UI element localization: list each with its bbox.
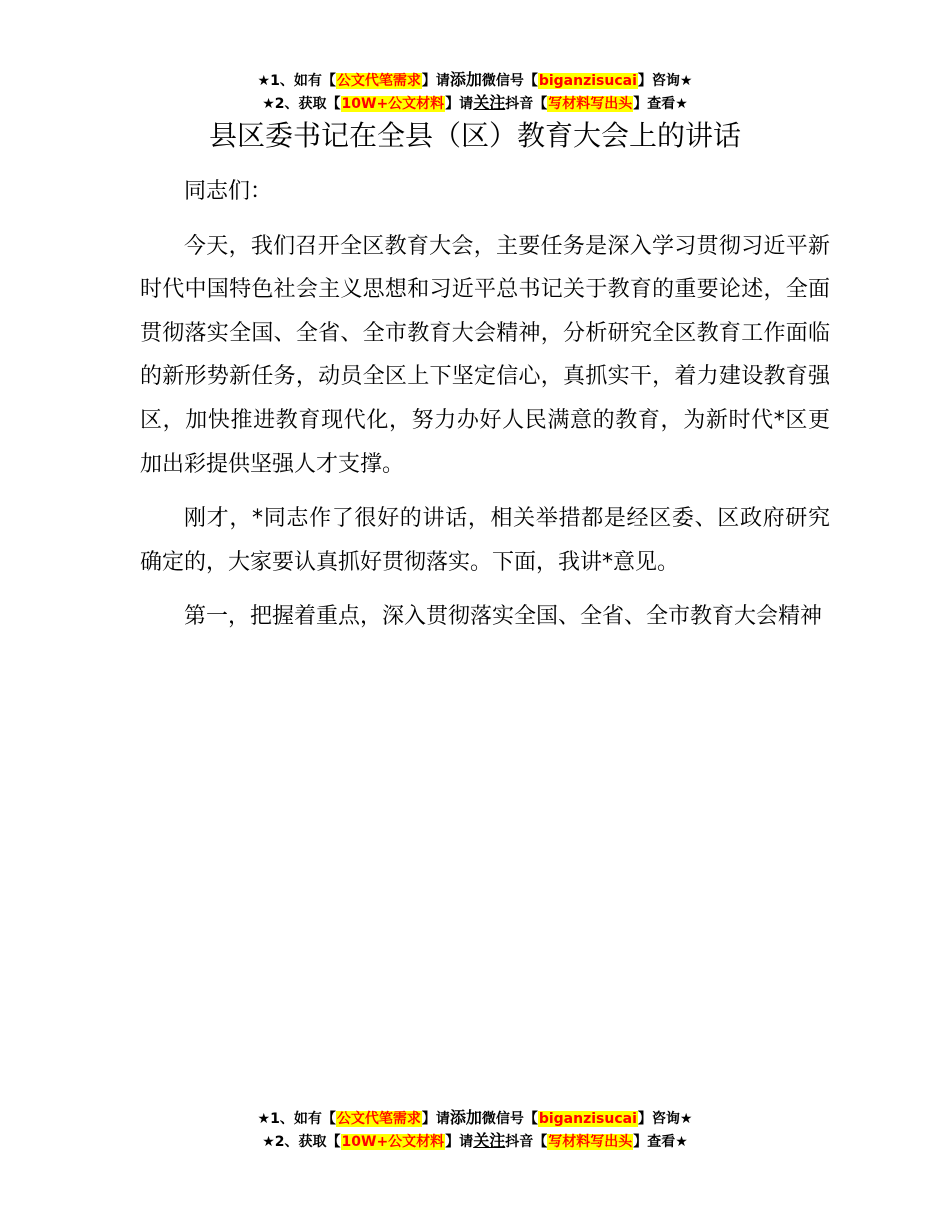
footer-line2-mid1: 】请 <box>445 1134 474 1150</box>
header-banner-line-1 <box>0 68 950 91</box>
footer-line1-suffix: 】咨询★ <box>637 1111 693 1127</box>
header-line2-suffix: 】查看★ <box>633 96 688 112</box>
document-title: 县区委书记在全县（区）教育大会上的讲话 <box>208 119 741 152</box>
header-line1-highlight-service: 公文代笔需求 <box>336 73 421 89</box>
footer-line2-highlight-materials: 10W+公文材料 <box>341 1134 445 1150</box>
paragraph-1: 今天，我们召开全区教育大会，主要任务是深入学习贯彻习近平新时代中国特色社会主义思想和习近平总书记关于教育的重要论述，全面贯彻落实全国、全省、全市教育大会精神，分析研究全区教育工作面临的新形势新任务，动员全区上下坚定信心，真抓实干，着力建设教育强区，加快推进教育现代化，努力办好人民满意的教育，为新时代*区更加出彩提供坚强人才支撑。 <box>140 233 830 477</box>
header-line2-highlight-account: 写材料写出头 <box>548 96 633 112</box>
header-line1-emph-add: 添加 <box>449 70 482 89</box>
footer-line2-emph-follow: 关注 <box>473 1131 506 1150</box>
footer-line1-mid1: 】请 <box>421 1111 450 1127</box>
header-line2-mid2: 抖音【 <box>505 96 548 112</box>
footer-line1-emph-add: 添加 <box>449 1108 482 1127</box>
header-line1-suffix: 】咨询★ <box>637 73 693 89</box>
document-body <box>140 170 830 639</box>
header-line1-mid1: 】请 <box>421 73 450 89</box>
paragraph-2: 刚才，*同志作了很好的讲话，相关举措都是经区委、区政府研究确定的，大家要认真抓好贯彻落实。下面，我讲*意见。 <box>140 506 830 575</box>
footer-line1-highlight-wechat-id: biganzisucai <box>538 1111 637 1127</box>
header-line2-mid1: 】请 <box>445 96 474 112</box>
header-line1-mid2: 微信号【 <box>481 73 538 89</box>
header-line2-prefix: ★2、获取【 <box>262 96 341 112</box>
footer-line2-highlight-account: 写材料写出头 <box>548 1134 633 1150</box>
header-line2-highlight-materials: 10W+公文材料 <box>341 96 445 112</box>
footer-line1-highlight-service: 公文代笔需求 <box>336 1111 421 1127</box>
footer-line1-prefix: ★1、如有【 <box>257 1111 336 1127</box>
paragraph-3: 第一，把握着重点，深入贯彻落实全国、全省、全市教育大会精神 <box>184 604 823 630</box>
footer-banner-line-1 <box>0 1106 950 1129</box>
footer-line1-mid2: 微信号【 <box>481 1111 538 1127</box>
header-banner <box>0 68 950 114</box>
footer-banner-line-2 <box>0 1129 950 1152</box>
footer-banner <box>0 1106 950 1152</box>
header-banner-line-2 <box>0 91 950 114</box>
header-line1-highlight-wechat-id: biganzisucai <box>538 73 637 89</box>
footer-line2-mid2: 抖音【 <box>505 1134 548 1150</box>
footer-line2-suffix: 】查看★ <box>633 1134 688 1150</box>
header-line2-emph-follow: 关注 <box>473 93 506 112</box>
greeting: 同志们： <box>184 179 273 204</box>
footer-line2-prefix: ★2、获取【 <box>262 1134 341 1150</box>
header-line1-prefix: ★1、如有【 <box>257 73 336 89</box>
